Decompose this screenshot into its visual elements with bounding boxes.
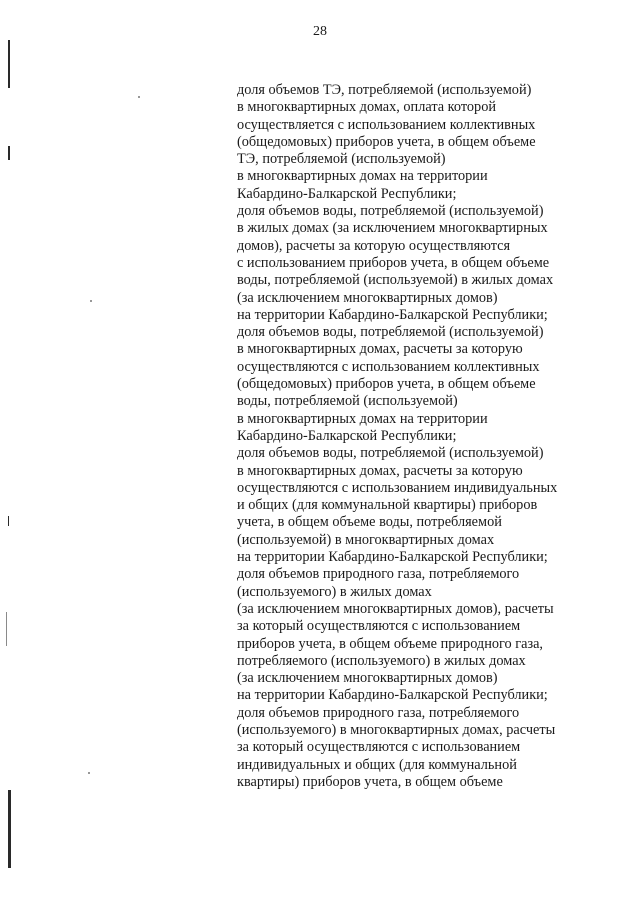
text-line: (используемого) в многоквартирных домах, расчеты [237,721,556,738]
text-line: на территории Кабардино-Балкарской Республики; [237,687,548,704]
scan-margin-mark [8,516,9,526]
text-line: (используемой) в многоквартирных домах [237,531,495,548]
text-line: в многоквартирных домах, расчеты за которую [237,462,523,479]
text-line: осуществляются с использованием коллективных [237,358,540,375]
scan-speck [88,772,90,774]
text-line: ТЭ, потребляемой (используемой) [237,151,446,168]
text-line: в жилых домах (за исключением многоквартирных [237,220,548,237]
document-body [237,82,597,791]
text-line: с использованием приборов учета, в общем объеме [237,254,550,271]
scan-margin-mark [8,146,10,160]
text-line: учета, в общем объеме воды, потребляемой [237,514,502,531]
text-line: воды, потребляемой (используемой) [237,393,458,410]
text-line: приборов учета, в общем объеме природного газа, [237,635,544,652]
text-line: на территории Кабардино-Балкарской Республики; [237,306,548,323]
scan-margin-mark [6,612,7,646]
text-line: осуществляется с использованием коллективных [237,116,536,133]
text-line: (используемого) в жилых домах [237,583,432,600]
text-line: (за исключением многоквартирных домов), расчеты [237,600,554,617]
text-line: (за исключением многоквартирных домов) [237,670,498,687]
text-line: индивидуальных и общих (для коммунальной [237,756,517,773]
text-line: воды, потребляемой (используемой) в жилых домах [237,272,554,289]
page-number: 28 [313,24,327,39]
scan-margin-mark [8,40,10,88]
text-line: в многоквартирных домах на территории [237,168,488,185]
text-line: доля объемов природного газа, потребляемого [237,704,520,721]
scan-margin-mark [8,790,11,868]
text-line: в многоквартирных домах, расчеты за которую [237,341,523,358]
text-line: домов), расчеты за которую осуществляются [237,237,511,254]
text-line: за который осуществляются с использованием [237,739,521,756]
text-line: доля объемов воды, потребляемой (используемой) [237,324,544,341]
text-line: доля объемов ТЭ, потребляемой (используемой) [237,82,532,98]
text-line: за который осуществляются с использованием [237,618,521,635]
text-line: Кабардино-Балкарской Республики; [237,185,457,202]
scan-speck [138,96,140,98]
text-line: осуществляются с использованием индивидуальных [237,479,558,496]
scan-speck [90,300,92,302]
text-line: на территории Кабардино-Балкарской Республики; [237,549,548,566]
text-line: (общедомовых) приборов учета, в общем объеме [237,133,536,150]
text-line: (общедомовых) приборов учета, в общем объеме [237,376,536,393]
text-line: Кабардино-Балкарской Республики; [237,427,457,444]
text-line: доля объемов воды, потребляемой (используемой) [237,203,544,220]
text-line: и общих (для коммунальной квартиры) приборов [237,497,538,514]
text-line: доля объемов воды, потребляемой (используемой) [237,445,544,462]
text-line: в многоквартирных домах, оплата которой [237,99,496,116]
text-line: (за исключением многоквартирных домов) [237,289,498,306]
text-line: в многоквартирных домах на территории [237,410,488,427]
text-line: квартиры) приборов учета, в общем объеме [237,773,503,790]
text-line: потребляемого (используемого) в жилых домах [237,652,526,669]
text-line: доля объемов природного газа, потребляемого [237,566,520,583]
